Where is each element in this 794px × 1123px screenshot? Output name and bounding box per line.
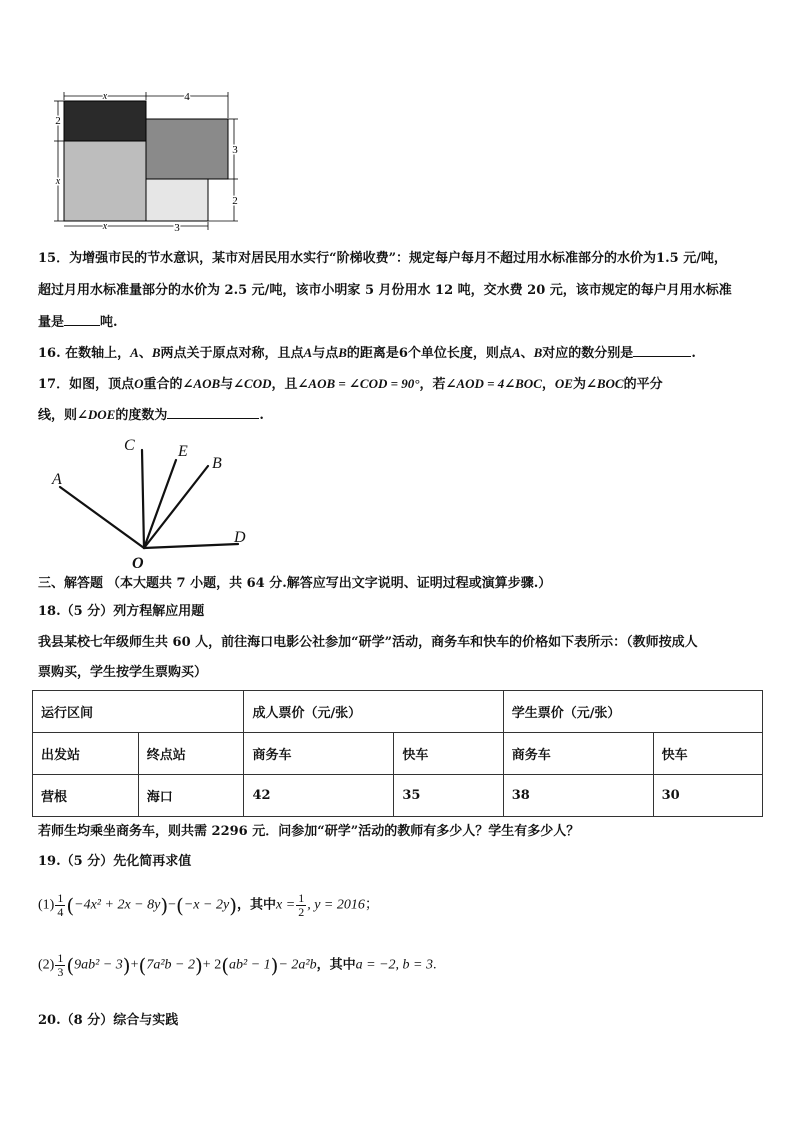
q17-t8: 线，则 [38,408,78,423]
q16-pre: 16. 在数轴上， [38,346,131,361]
ray-OD [144,544,238,548]
q17-t3: ，且 [271,377,298,392]
q19-p2-frac [55,952,65,979]
q18-text2: 票购买，学生按学生票购买） [38,665,208,680]
ray-OC [142,450,144,548]
label-D: D [234,529,246,546]
q19-p2-inner1: 9ab² − 3 [74,957,123,973]
q19-p2-tail: − 2a²b [278,957,317,973]
area-figure [48,88,248,233]
q15-line3-pre: 量是 [38,315,65,330]
label-top-x: x [102,91,108,102]
q19-p2-end: . [433,957,437,973]
q19-p2-label: (2) [38,957,55,973]
q17-t2: 重合的 [143,377,183,392]
th-student-express: 快车 [653,733,762,775]
td-adult-express: 35 [394,775,503,817]
q16-b3: B [533,345,543,360]
q19-p1-end: ； [364,897,379,913]
rect-lightest [146,179,208,221]
q17-t4: ，若 [419,377,446,392]
ray-OA [60,487,144,548]
q16-mid3: 的距离是6个单位长度，则点 [346,346,512,361]
q16-b2: B [338,345,347,360]
q19-p2-inner2: 7a²b − 2 [146,957,195,973]
q16-a: A [130,345,139,360]
angle-figure [48,432,258,572]
label-right-3: 3 [232,144,238,156]
label-right-2: 2 [232,195,238,207]
q17-oe: OE [554,376,573,391]
label-A: A [52,471,62,488]
q16-mid: 两点关于原点对称，且点 [160,346,304,361]
label-bottom-3: 3 [174,222,180,233]
q16-line [38,344,696,363]
q17-eq2: ∠AOD = 4∠BOC [445,376,542,391]
td-student-express: 30 [653,775,762,817]
q17-t6: 为 [572,377,586,392]
label-C: C [124,437,135,454]
q19-p1-x: x = [276,897,296,913]
q19-p2-inner3: ab² − 1 [229,957,271,973]
th-student: 学生票价（元/张） [503,691,762,733]
rect-light-large [64,141,146,221]
q16-end: . [691,346,696,361]
fare-table [32,690,763,817]
q19-p1-frac [55,892,65,919]
th-adult-express: 快车 [394,733,503,775]
q19-p2-plus2: + 2 [202,957,222,973]
q17-t5: ， [541,377,555,392]
q17-doe: ∠DOE [77,407,116,422]
q19-p1-xv [296,892,306,919]
q16-answer-blank[interactable] [633,344,691,357]
label-O: O [132,555,144,572]
label-left-x: x [55,176,61,187]
label-left-2: 2 [55,115,61,127]
q17-aob: ∠AOB [182,376,221,391]
q19-p2-frac-d: 3 [57,965,64,979]
q17-and: 与 [220,377,234,392]
q18-title: 18.（5 分）列方程解应用题 [38,604,205,619]
q19-p1-label: (1) [38,897,55,913]
label-E: E [178,443,188,460]
td-depart: 营根 [33,775,139,817]
q16-post: 对应的数分别是 [542,346,634,361]
q17-boc: ∠BOC [585,376,624,391]
th-route: 运行区间 [33,691,244,733]
q16-b: B [151,345,161,360]
label-bottom-x: x [102,221,108,232]
q17-line1 [38,375,663,394]
q15-line3 [38,313,118,332]
q19-part1: (1) $\frac{1}{4}$ (−4x² + 2x − 8y)−(−x − 2y)，其中x = $\frac{1}{2}$ , y = 2016； [38,891,379,919]
q19-title: 19.（5 分）先化简再求值 [38,854,192,869]
q19-p1-inner2: −x − 2y [183,897,230,913]
q17-t9: 的度数为 [115,408,168,423]
q19-p2-plus: + [130,957,139,973]
td-arrive: 海口 [138,775,244,817]
q19-part2: (2) $\frac{1}{3}$ (9ab² − 3)+(7a²b − 2)+ 2(ab² − 1)− 2a²b，其中a = −2, b = 3. [38,951,437,979]
table-header-row [33,691,763,733]
q16-a3: A [511,345,521,360]
q19-p1-minus: − [168,897,177,913]
th-arrive: 终点站 [138,733,244,775]
q17-eq1: ∠AOB = ∠COD = 90° [297,376,420,391]
q18-question: 若师生均乘坐商务车，则共需 2296 元．问参加“研学”活动的教师有多少人？学生有多少人？ [38,824,580,839]
q17-answer-blank[interactable] [167,406,259,419]
q20-title: 20.（8 分）综合与实践 [38,1013,179,1028]
table-sub-row [33,733,763,775]
q19-p2-vals: a = −2, b = 3 [355,957,433,973]
td-student-business: 38 [503,775,653,817]
rect-mid-grey [146,119,228,179]
q19-p1-where: ，其中 [237,897,277,913]
q17-t7: 的平分 [623,377,663,392]
q19-p1-y: , y = 2016 [307,897,365,913]
q19-p1-inner1: −4x² + 2x − 8y [74,897,161,913]
label-top-4: 4 [184,91,190,103]
section3-note: （本大题共 7 小题，共 64 分.解答应写出文字说明、证明过程或演算步骤.） [107,576,552,591]
q16-a2: A [303,345,313,360]
th-adult-business: 商务车 [244,733,394,775]
q15-line1: 15．为增强市民的节水意识，某市对居民用水实行“阶梯收费”：规定每户每月不超过用水标准部分的水价为1.5 元/吨， [38,251,727,266]
q16-sep2: 、 [520,346,534,361]
rect-dark [64,101,146,141]
section3-heading [38,575,551,593]
q15-line2: 超过月用水标准量部分的水价为 2.5 元/吨，该市小明家 5 月份用水 12 吨，交水费 20 元，该市规定的每户月用水标准 [38,283,732,298]
th-adult: 成人票价（元/张） [244,691,503,733]
label-B: B [212,455,222,472]
q16-mid2: 与点 [312,346,339,361]
section3-title: 三、解答题 [38,576,104,591]
q17-t1: 17．如图，顶点 [38,377,135,392]
q19-p2-where: ，其中 [316,957,356,973]
q19-p1-frac-n: 1 [57,891,64,905]
q18-text1: 我县某校七年级师生共 60 人，前往海口电影公社参加“研学”活动，商务车和快车的价格如下表所示：（教师按成人 [38,635,698,650]
q19-p1-xv-d: 2 [298,905,305,919]
q15-answer-blank[interactable] [64,313,100,326]
q19-p1-frac-d: 4 [57,905,64,919]
q15-line3-post: 吨. [100,315,118,330]
q17-cod: ∠COD [233,376,272,391]
q17-end: . [259,408,264,423]
th-student-business: 商务车 [503,733,653,775]
q19-p2-frac-n: 1 [57,951,64,965]
th-depart: 出发站 [33,733,139,775]
table-row [33,775,763,817]
td-adult-business: 42 [244,775,394,817]
ray-OB [144,466,208,548]
q17-o: O [134,376,144,391]
q19-p1-xv-n: 1 [298,891,305,905]
q17-line2 [38,406,264,425]
ray-OE [144,460,176,548]
q16-sep: 、 [138,346,152,361]
